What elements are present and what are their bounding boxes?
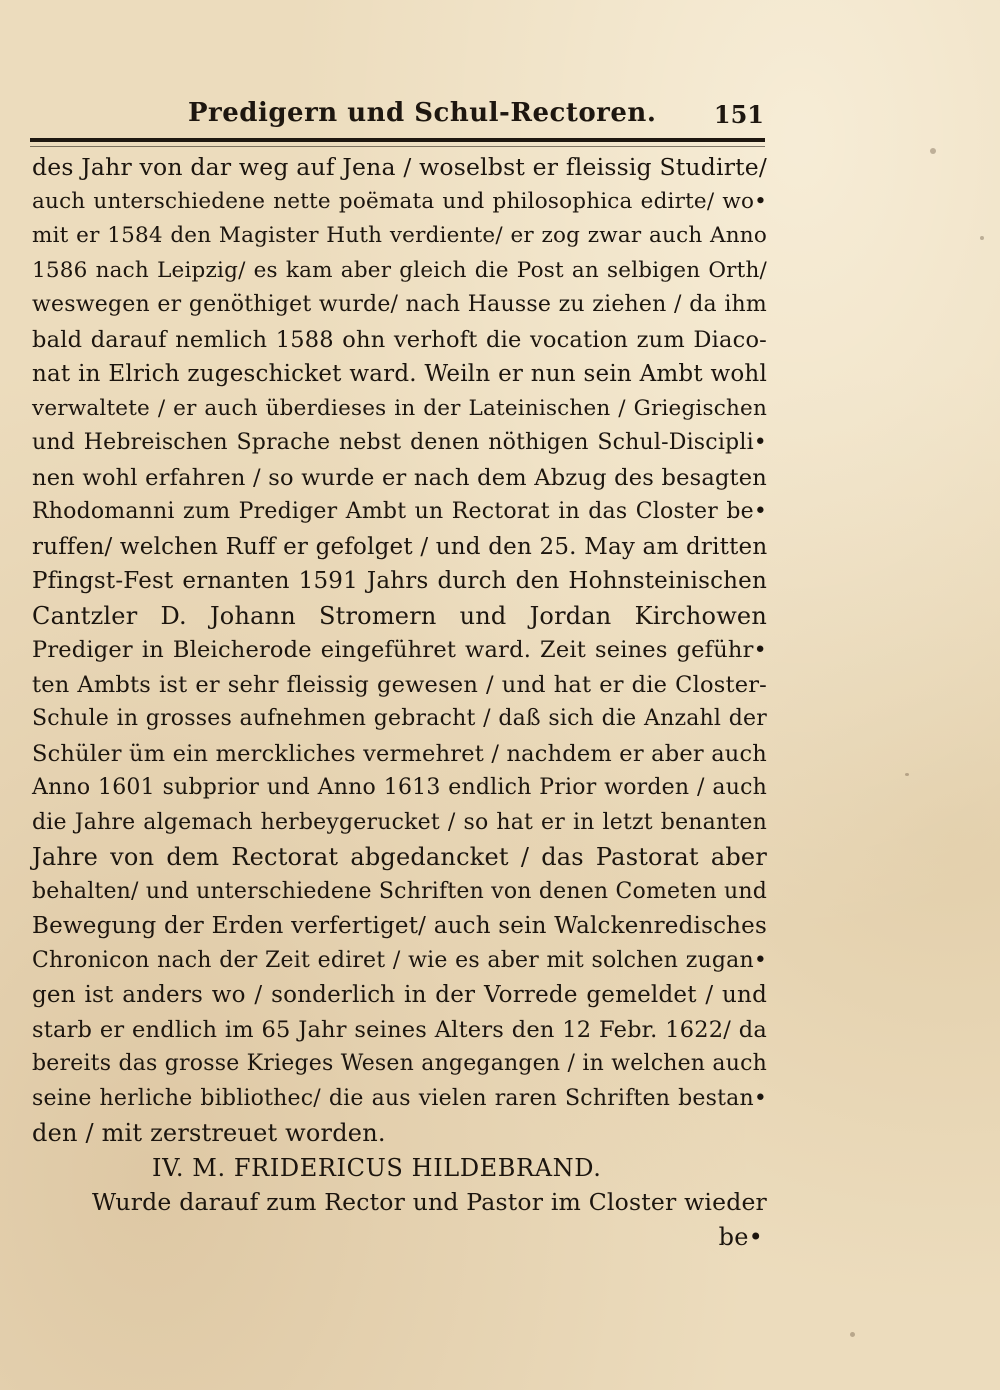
header-rule-thin [30,146,765,147]
text-line: gen ist anders wo / sonderlich in der Vorrede gemeldet / und [32,982,767,1008]
text-line: ruffen/ welchen Ruff er gefolget / und den 25. May am dritten [32,533,768,560]
page-number: 151 [713,100,764,129]
section-first-line: Wurde darauf zum Rector und Pastor im Closter wieder [92,1188,767,1216]
text-line: auch unterschiedene nette poëmata und philosophica edirte/ wo• [32,188,767,214]
text-line: und Hebreischen Sprache nebst denen nöthigen Schul-Discipli• [32,430,767,455]
running-head: Predigern und Schul-Rectoren. [188,98,657,128]
paper-speck [905,773,909,776]
paper-speck [850,1332,855,1337]
text-line: verwaltete / er auch überdieses in der Lateinischen / Griegischen [32,395,767,421]
text-line: Prediger in Bleicherode eingeführet ward. Zeit seines geführ• [32,637,767,663]
text-line: seine herliche bibliothec/ die aus vielen raren Schriften bestan• [32,1085,767,1111]
section-heading: IV. M. FRIDERICUS HILDEBRAND. [152,1153,602,1182]
text-line: des Jahr von dar weg auf Jena / woselbst er fleissig Studirte/ [32,153,768,181]
text-line: Chronicon nach der Zeit ediret / wie es aber mit solchen zugan• [32,947,767,973]
header-rule [30,138,765,142]
page-header [188,98,768,134]
text-line: Anno 1601 subprior und Anno 1613 endlich Prior worden / auch [32,775,767,800]
body-text [32,150,767,1254]
text-line: nat in Elrich zugeschicket ward. Weiln er nun sein Ambt wohl [32,361,767,387]
catchword: be• [718,1222,763,1251]
text-line: starb er endlich im 65 Jahr seines Alters den 12 Febr. 1622/ da [32,1016,767,1043]
text-line: bald darauf nemlich 1588 ohn verhoft die vocation zum Diaco- [32,326,767,353]
text-line: die Jahre algemach herbeygerucket / so hat er in letzt benanten [32,809,767,835]
text-line: den / mit zerstreuet worden. [32,1119,386,1147]
text-line: Cantzler D. Johann Stromern und Jordan Kirchowen [32,601,767,630]
text-line: mit er 1584 den Magister Huth verdiente/ er zog zwar auch Anno [32,223,767,248]
text-line: weswegen er genöthiget wurde/ nach Hausse zu ziehen / da ihm [32,292,767,317]
text-line: Bewegung der Erden verfertiget/ auch sein Walckenredisches [32,913,767,939]
text-line: Schüler üm ein merckliches vermehret / nachdem er aber auch [32,740,767,767]
text-line: nen wohl erfahren / so wurde er nach dem Abzug des besagten [32,464,767,491]
text-line: Pfingst-Fest ernanten 1591 Jahrs durch den Hohnsteinischen [32,568,767,594]
text-line: 1586 nach Leipzig/ es kam aber gleich die Post an selbigen Orth/ [32,257,767,283]
text-line: Schule in grosses aufnehmen gebracht / daß sich die Anzahl der [32,706,767,731]
text-line: Rhodomanni zum Prediger Ambt un Rectorat in das Closter be• [32,499,767,524]
text-line: Jahre von dem Rectorat abgedancket / das Pastorat aber [32,843,767,871]
text-line: behalten/ und unterschiedene Schriften von denen Cometen und [32,878,768,904]
text-line: ten Ambts ist er sehr fleissig gewesen / und hat er die Closter- [32,671,767,698]
paper-speck [930,148,936,154]
text-line: bereits das grosse Krieges Wesen angegangen / in welchen auch [32,1051,767,1076]
paper-speck [980,236,984,240]
